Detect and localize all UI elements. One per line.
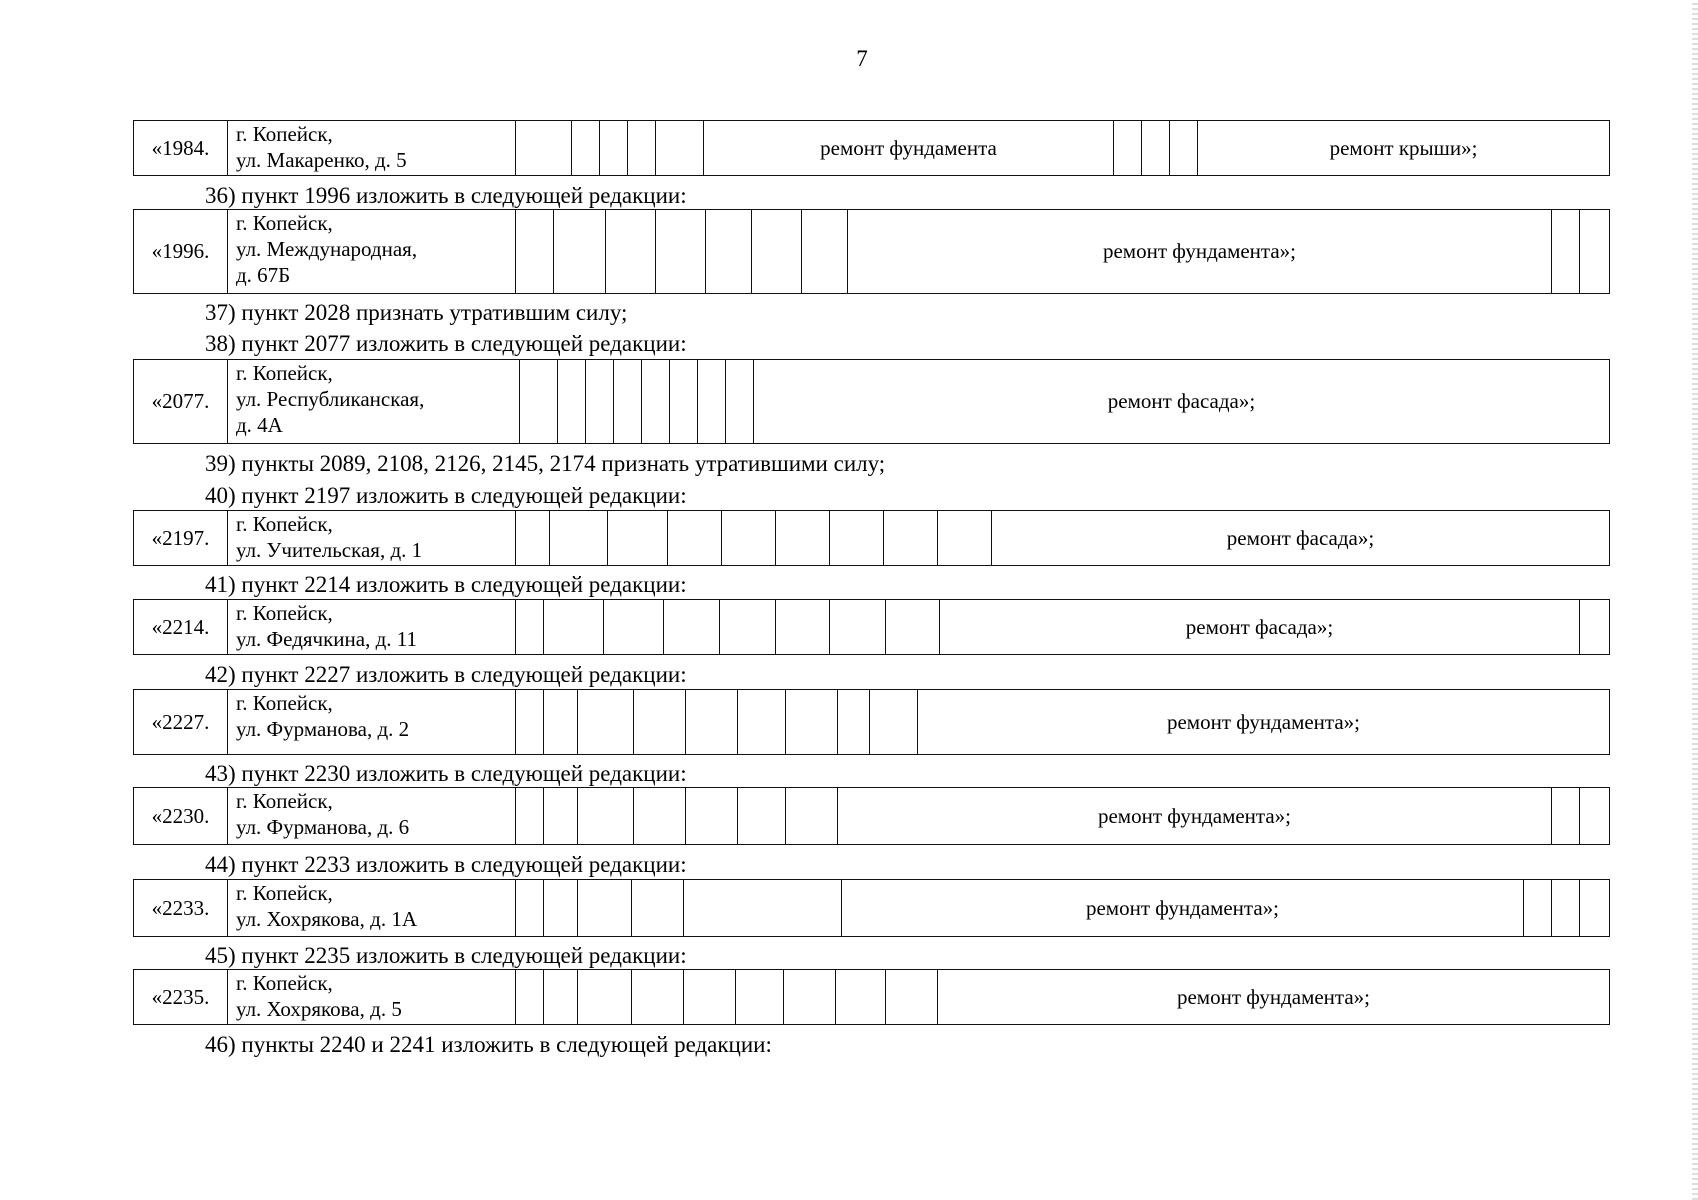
empty-cell <box>670 360 698 444</box>
work-type: ремонт фундамента»; <box>848 210 1552 294</box>
empty-cell <box>544 970 578 1025</box>
empty-cell <box>698 360 726 444</box>
address-cell <box>228 121 516 176</box>
item-number: «1996. <box>134 210 228 294</box>
empty-cell <box>1524 880 1552 937</box>
empty-cell <box>634 788 686 845</box>
empty-cell <box>684 880 842 937</box>
address-street: ул. Учительская, д. 1 <box>236 538 423 562</box>
empty-cell <box>1552 210 1580 294</box>
page-number: 7 <box>856 46 868 71</box>
empty-cell <box>1170 121 1198 176</box>
empty-cell <box>600 121 628 176</box>
empty-cell <box>838 690 870 755</box>
address-street: ул. Международная, <box>236 237 418 261</box>
paragraph-41: 41) пункт 2214 изложить в следующей редакции: <box>205 572 687 597</box>
item-number: «2227. <box>134 690 228 755</box>
address-cell <box>228 511 516 566</box>
address-street: ул. Хохрякова, д. 1А <box>236 907 417 931</box>
empty-cell <box>632 880 684 937</box>
empty-cell <box>550 511 608 566</box>
table-row-2233 <box>133 879 1610 937</box>
empty-cell <box>722 511 776 566</box>
empty-cell <box>664 600 720 655</box>
empty-cell <box>776 600 830 655</box>
table-row-2197 <box>133 510 1610 566</box>
table-row-2230 <box>133 787 1610 845</box>
address-cell <box>228 970 516 1025</box>
empty-cell <box>1142 121 1170 176</box>
item-number: «2077. <box>134 360 228 444</box>
empty-cell <box>516 210 554 294</box>
empty-cell <box>1580 880 1610 937</box>
empty-cell <box>520 360 558 444</box>
empty-cell <box>836 970 886 1025</box>
empty-cell <box>608 511 668 566</box>
empty-cell <box>886 600 940 655</box>
empty-cell <box>628 121 656 176</box>
item-number: «2235. <box>134 970 228 1025</box>
empty-cell <box>726 360 754 444</box>
paragraph-36: 36) пункт 1996 изложить в следующей редакции: <box>205 183 687 208</box>
empty-cell <box>516 788 544 845</box>
empty-cell <box>884 511 938 566</box>
address-cell <box>228 360 520 444</box>
work-type: ремонт фундамента»; <box>842 880 1524 937</box>
table-row-2227 <box>133 689 1610 755</box>
address-house: д. 4А <box>236 413 283 437</box>
work-type: ремонт фундамента»; <box>838 788 1552 845</box>
empty-cell <box>886 970 938 1025</box>
empty-cell <box>1114 121 1142 176</box>
item-number: «2197. <box>134 511 228 566</box>
empty-cell <box>516 600 544 655</box>
address-cell <box>228 690 516 755</box>
empty-cell <box>578 788 634 845</box>
empty-cell <box>938 511 992 566</box>
work-type: ремонт фундамента <box>704 121 1114 176</box>
empty-cell <box>516 880 544 937</box>
address-cell <box>228 600 516 655</box>
work-type: ремонт фасада»; <box>992 511 1610 566</box>
table-row-2214 <box>133 599 1610 655</box>
empty-cell <box>656 121 704 176</box>
paragraph-43: 43) пункт 2230 изложить в следующей редакции: <box>205 761 687 786</box>
empty-cell <box>544 788 578 845</box>
empty-cell <box>752 210 802 294</box>
work-type: ремонт фасада»; <box>940 600 1580 655</box>
empty-cell <box>1580 788 1610 845</box>
item-number: «1984. <box>134 121 228 176</box>
table-row-1996 <box>133 209 1610 294</box>
empty-cell <box>784 970 836 1025</box>
paragraph-38: 38) пункт 2077 изложить в следующей редакции: <box>205 331 687 356</box>
empty-cell <box>516 121 572 176</box>
empty-cell <box>668 511 722 566</box>
empty-cell <box>736 970 784 1025</box>
empty-cell <box>614 360 642 444</box>
empty-cell <box>634 690 686 755</box>
empty-cell <box>606 210 656 294</box>
empty-cell <box>578 690 634 755</box>
address-street: ул. Хохрякова, д. 5 <box>236 997 402 1021</box>
address-city: г. Копейск, <box>236 881 333 905</box>
empty-cell <box>870 690 918 755</box>
address-city: г. Копейск, <box>236 211 333 235</box>
paragraph-42: 42) пункт 2227 изложить в следующей редакции: <box>205 662 687 687</box>
paragraph-45: 45) пункт 2235 изложить в следующей редакции: <box>205 943 687 968</box>
empty-cell <box>1580 210 1610 294</box>
empty-cell <box>738 690 786 755</box>
address-city: г. Копейск, <box>236 512 333 536</box>
empty-cell <box>604 600 664 655</box>
address-house: д. 67Б <box>236 263 291 287</box>
paragraph-44: 44) пункт 2233 изложить в следующей редакции: <box>205 852 687 877</box>
paragraph-37: 37) пункт 2028 признать утратившим силу; <box>205 300 628 325</box>
address-city: г. Копейск, <box>236 122 333 146</box>
empty-cell <box>786 788 838 845</box>
empty-cell <box>578 880 632 937</box>
paragraph-39: 39) пункты 2089, 2108, 2126, 2145, 2174 признать утратившими силу; <box>205 451 886 476</box>
table-row-2077 <box>133 359 1610 444</box>
empty-cell <box>516 970 544 1025</box>
scan-edge <box>1692 0 1698 1200</box>
empty-cell <box>544 880 578 937</box>
address-city: г. Копейск, <box>236 971 333 995</box>
address-cell <box>228 788 516 845</box>
empty-cell <box>642 360 670 444</box>
empty-cell <box>586 360 614 444</box>
address-cell <box>228 210 516 294</box>
work-type: ремонт фасада»; <box>754 360 1610 444</box>
empty-cell <box>558 360 586 444</box>
empty-cell <box>656 210 706 294</box>
empty-cell <box>572 121 600 176</box>
empty-cell <box>686 788 738 845</box>
address-city: г. Копейск, <box>236 789 333 813</box>
empty-cell <box>738 788 786 845</box>
empty-cell <box>632 970 684 1025</box>
empty-cell <box>554 210 606 294</box>
work-type: ремонт крыши»; <box>1198 121 1610 176</box>
empty-cell <box>830 511 884 566</box>
empty-cell <box>802 210 848 294</box>
empty-cell <box>544 690 578 755</box>
empty-cell <box>686 690 738 755</box>
address-street: ул. Фурманова, д. 6 <box>236 815 410 839</box>
empty-cell <box>776 511 830 566</box>
empty-cell <box>720 600 776 655</box>
empty-cell <box>1552 788 1580 845</box>
address-city: г. Копейск, <box>236 691 333 715</box>
address-cell <box>228 880 516 937</box>
paragraph-40: 40) пункт 2197 изложить в следующей редакции: <box>205 483 687 508</box>
address-street: ул. Республиканская, <box>236 387 425 411</box>
item-number: «2214. <box>134 600 228 655</box>
paragraph-46: 46) пункты 2240 и 2241 изложить в следующей редакции: <box>205 1032 772 1057</box>
empty-cell <box>684 970 736 1025</box>
address-street: ул. Федячкина, д. 11 <box>236 627 418 651</box>
empty-cell <box>516 511 550 566</box>
empty-cell <box>578 970 632 1025</box>
empty-cell <box>1580 600 1610 655</box>
empty-cell <box>544 600 604 655</box>
item-number: «2230. <box>134 788 228 845</box>
empty-cell <box>786 690 838 755</box>
address-street: ул. Макаренко, д. 5 <box>236 148 407 172</box>
work-type: ремонт фундамента»; <box>918 690 1610 755</box>
table-row-2235 <box>133 969 1610 1025</box>
item-number: «2233. <box>134 880 228 937</box>
empty-cell <box>1552 880 1580 937</box>
address-street: ул. Фурманова, д. 2 <box>236 717 410 741</box>
empty-cell <box>516 690 544 755</box>
address-city: г. Копейск, <box>236 601 333 625</box>
address-city: г. Копейск, <box>236 361 333 385</box>
work-type: ремонт фундамента»; <box>938 970 1610 1025</box>
empty-cell <box>706 210 752 294</box>
table-row-1984 <box>133 120 1610 176</box>
empty-cell <box>830 600 886 655</box>
